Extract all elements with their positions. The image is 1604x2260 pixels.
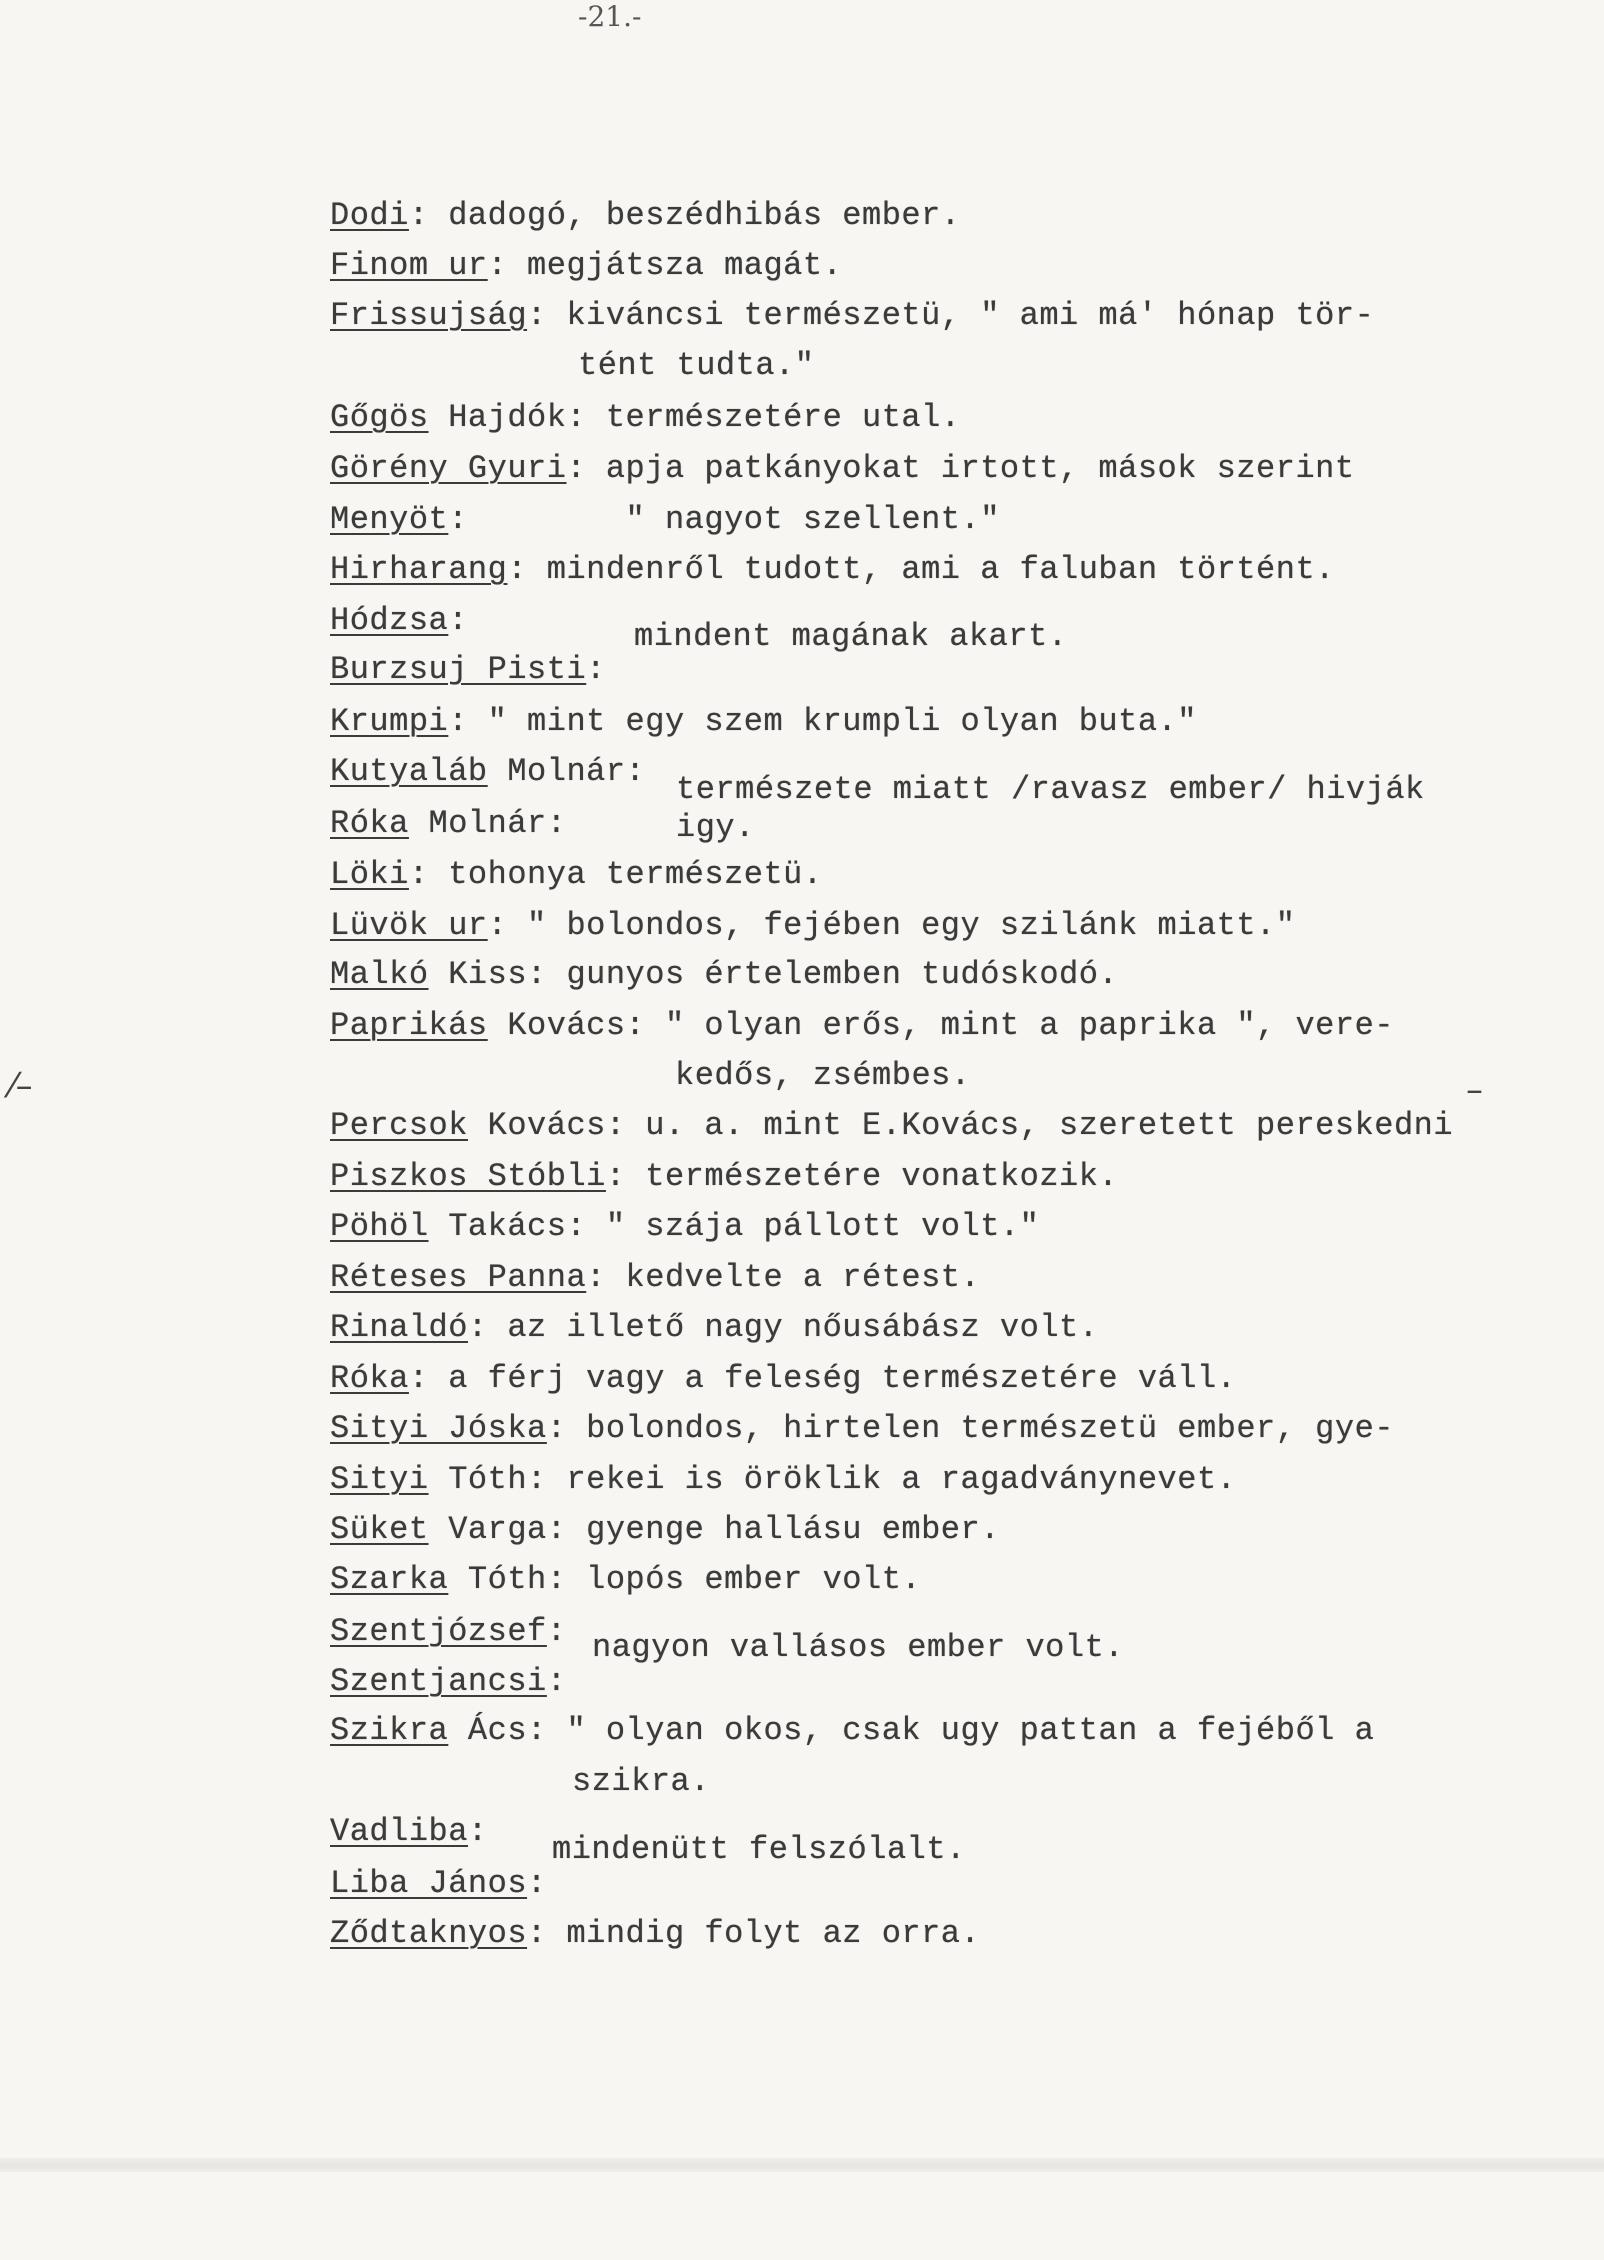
entry-definition: Tóth: rekei is öröklik a ragadványnevet. [428, 1461, 1237, 1498]
entry-term: Paprikás [330, 1007, 488, 1044]
entry-hodzsa [330, 601, 468, 641]
entry-term: Pöhöl [330, 1208, 429, 1245]
entry-kutyalab-molnar [330, 752, 645, 792]
entry-term: Réteses Panna [330, 1259, 587, 1296]
entry-definition: : " mint egy szem krumpli olyan buta." [448, 703, 1197, 740]
entry-definition: igy. [676, 809, 755, 846]
entry-shared-definition [634, 617, 1067, 657]
entry-term: Rinaldó [330, 1309, 468, 1346]
entry-sityi-joska [330, 1409, 1394, 1449]
entry-paprikas-kovacs [330, 1006, 1394, 1046]
entry-hirharang [330, 550, 1335, 590]
entry-term: Sityi [330, 1461, 429, 1498]
entry-term: Sityi Jóska [330, 1410, 547, 1447]
entry-definition: : megjátsza magát. [487, 247, 843, 284]
entry-definition: : kedvelte a rétest. [586, 1259, 981, 1296]
entry-shared-definition [552, 1830, 966, 1870]
entry-term: Róka [330, 1360, 409, 1397]
entry-continuation [675, 1056, 971, 1096]
entry-liba-janos [330, 1864, 547, 1904]
entry-term: Róka [330, 805, 409, 842]
entry-definition: Kiss: gunyos értelemben tudóskodó. [428, 956, 1119, 993]
entry-definition: : tohonya természetü. [408, 856, 823, 893]
entry-definition: : [527, 1865, 547, 1902]
entry-term: Ződtaknyos [330, 1915, 528, 1952]
entry-term: Szentjancsi [330, 1663, 547, 1700]
entry-definition: : [467, 1813, 488, 1850]
entry-shared-definition [676, 770, 1425, 810]
entry-definition: kedős, zsémbes. [675, 1057, 971, 1094]
entry-term: Menyöt [330, 501, 449, 538]
entry-goreny-gyuri [330, 449, 1355, 489]
entry-szikra-acs [330, 1711, 1374, 1751]
entry-finom-ur [330, 246, 842, 286]
entry-reteses-panna [330, 1258, 980, 1298]
entry-shared-definition [676, 808, 755, 848]
entry-definition: Varga: gyenge hallásu ember. [428, 1511, 1000, 1548]
entry-definition: : [546, 1613, 567, 1650]
entry-definition: : dadogó, beszédhibás ember. [408, 197, 961, 234]
entry-vadliba [330, 1812, 488, 1852]
entry-definition: : bolondos, hirtelen természetü ember, gye- [546, 1410, 1394, 1447]
entry-burzsuj-pisti [330, 650, 606, 690]
entry-definition: : mindenről tudott, ami a faluban történt. [507, 551, 1335, 588]
entry-definition: Molnár: [408, 805, 567, 842]
entry-term: Szarka [330, 1561, 449, 1598]
entry-definition: Ács: " olyan okos, csak ugy pattan a fejéből a [448, 1712, 1375, 1749]
entry-term: Finom ur [330, 247, 488, 284]
entry-definition: Hajdók: természetére utal. [428, 399, 961, 436]
entry-definition: Takács: " szája pállott volt." [428, 1208, 1040, 1245]
entry-term: Malkó [330, 956, 429, 993]
entry-frissujsag [330, 296, 1374, 336]
entry-definition: mindenütt felszólalt. [552, 1831, 966, 1868]
entry-term: Percsok [330, 1107, 468, 1144]
entry-continuation [578, 346, 814, 386]
entry-roka [330, 1359, 1236, 1399]
entry-definition: : apja patkányokat irtott, mások szerint [566, 450, 1355, 487]
entry-luvok-ur [330, 906, 1295, 946]
page-number: -21.- [578, 0, 642, 33]
entry-definition: : [448, 602, 468, 639]
entry-piszkos-stobli [330, 1157, 1118, 1197]
entry-definition: Tóth: lopós ember volt. [448, 1561, 922, 1598]
entry-term: Süket [330, 1511, 429, 1548]
entry-term: Dodi [330, 197, 409, 234]
entry-term: Piszkos Stóbli [330, 1158, 606, 1195]
entry-definition: Kovács: u. a. mint E.Kovács, szeretett pereskedni [467, 1107, 1454, 1144]
entry-term: Vadliba [330, 1813, 468, 1850]
entry-malko-kiss [330, 955, 1118, 995]
entry-definition: : [586, 651, 606, 688]
entry-term: Liba János [330, 1865, 528, 1902]
entry-definition: : az illető nagy nőusábász volt. [467, 1309, 1099, 1346]
entry-rinaldo [330, 1308, 1098, 1348]
entry-definition: természete miatt /ravasz ember/ hivják [676, 771, 1425, 808]
entry-suket-varga [330, 1510, 1000, 1550]
entry-definition: : a férj vagy a feleség természetére váll. [408, 1360, 1237, 1397]
entry-szentjozsef [330, 1612, 566, 1652]
entry-term: Lüvök ur [330, 907, 488, 944]
entry-krumpi [330, 702, 1197, 742]
entry-definition: : " bolondos, fejében egy szilánk miatt." [487, 907, 1296, 944]
entry-term: Gőgös [330, 399, 429, 436]
entry-shared-definition [592, 1628, 1124, 1668]
entry-pohol-takacs [330, 1207, 1039, 1247]
entry-szarka-toth [330, 1560, 921, 1600]
entry-gogos-hajdok [330, 398, 961, 438]
entry-definition: mindent magának akart. [634, 618, 1068, 655]
entry-term: Görény Gyuri [330, 450, 567, 487]
scan-edge-shadow [0, 2158, 1604, 2172]
entry-definition: : [546, 1663, 567, 1700]
entry-sityi-toth [330, 1460, 1236, 1500]
entry-definition: : természetére vonatkozik. [605, 1158, 1119, 1195]
entry-term: Frissujság [330, 297, 528, 334]
entry-term: Burzsuj Pisti [330, 651, 587, 688]
entry-dodi [330, 196, 961, 236]
entry-zodtaknyos [330, 1914, 980, 1954]
entry-term: Kutyaláb [330, 753, 488, 790]
entry-definition: Molnár: [487, 753, 646, 790]
entry-term: Szentjózsef [330, 1613, 547, 1650]
entry-szentjancsi [330, 1662, 566, 1702]
entry-term: Hirharang [330, 551, 508, 588]
entry-term: Szikra [330, 1712, 449, 1749]
entry-roka-molnar [330, 804, 566, 844]
entry-definition: szikra. [572, 1763, 710, 1800]
entry-percsok-kovacs [330, 1106, 1453, 1146]
entry-definition: Kovács: " olyan erős, mint a paprika ", vere- [487, 1007, 1394, 1044]
entry-term: Löki [330, 856, 409, 893]
entry-loki [330, 855, 823, 895]
entry-definition: tént tudta." [578, 347, 815, 384]
entry-definition: : " nagyot szellent." [448, 501, 1000, 538]
entry-continuation [572, 1762, 710, 1802]
entry-definition: : mindig folyt az orra. [527, 1915, 981, 1952]
entry-definition: nagyon vallásos ember volt. [592, 1629, 1124, 1666]
entry-term: Hódzsa [330, 602, 449, 639]
margin-mark-left: ⁄– [10, 1066, 33, 1106]
margin-mark-right: – [1466, 1070, 1483, 1110]
entry-menyot [330, 500, 1000, 540]
entry-definition: : kiváncsi természetü, " ami má' hónap tör- [527, 297, 1375, 334]
entry-term: Krumpi [330, 703, 449, 740]
